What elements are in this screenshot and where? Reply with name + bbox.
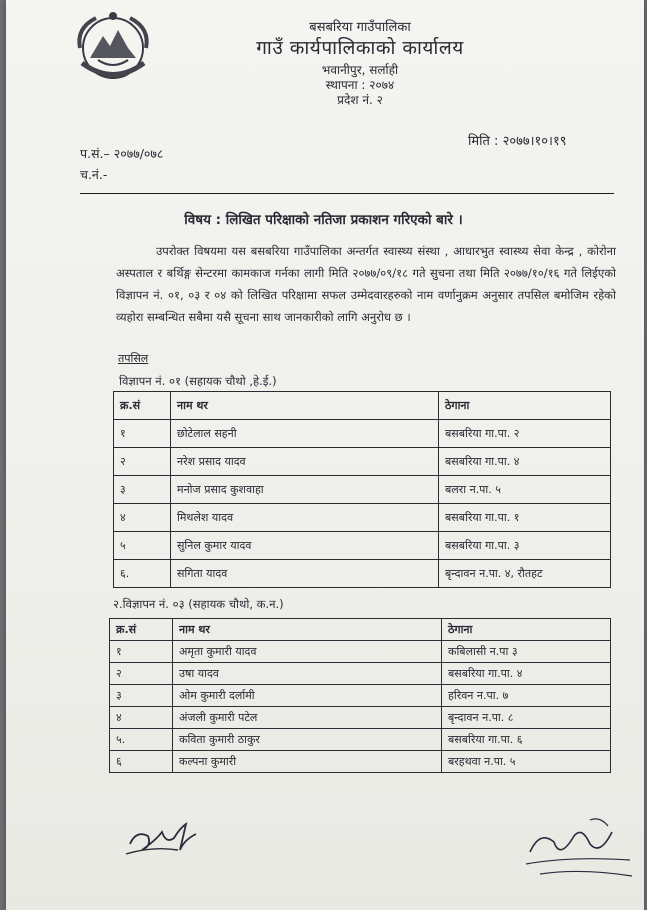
dispatch-number: च.नं.- — [80, 167, 108, 182]
address-cell: बृन्दावन न.पा. ८ — [442, 707, 611, 729]
name-cell: नरेश प्रसाद यादव — [171, 448, 439, 476]
name-cell: ओम कुमारी दर्लामी — [173, 685, 442, 707]
annex-label: तपसिल — [118, 352, 149, 365]
address-cell: कबिलासी न.पा ३ — [442, 641, 611, 663]
table-header-row — [114, 392, 611, 420]
established-year: स्थापना : २०७४ — [325, 78, 395, 92]
address-cell: बसबरिया गा.पा. ४ — [439, 448, 611, 476]
officer-signature-stamp — [520, 812, 640, 892]
serial-cell: ३ — [114, 476, 171, 504]
left-signature — [122, 810, 202, 866]
header-divider — [80, 193, 614, 194]
name-cell: उषा यादव — [173, 663, 442, 685]
name-cell: मिथलेश यादव — [171, 504, 439, 532]
section2-title: २.विज्ञापन नं. ०३ (सहायक चौथो, क.न.) — [113, 597, 284, 611]
nepal-emblem-icon — [68, 8, 158, 88]
table-row — [110, 685, 611, 707]
office-header — [156, 20, 564, 108]
col-name-header: नाम थर — [173, 619, 442, 641]
table-header-row — [110, 619, 611, 641]
name-cell: सगिता यादव — [171, 560, 439, 588]
serial-cell: ३ — [110, 685, 173, 707]
table-row — [110, 707, 611, 729]
table-row — [110, 729, 611, 751]
office-address: भवानीपुर, सर्लाही — [321, 63, 399, 77]
serial-cell: २ — [110, 663, 173, 685]
address-cell: बसबरिया गा.पा. १ — [439, 504, 611, 532]
serial-cell: ४ — [110, 707, 173, 729]
name-cell: कल्पना कुमारी — [173, 751, 442, 773]
results-table-ad01 — [113, 391, 611, 588]
address-cell: बरहथवा न.पा. ५ — [442, 751, 611, 773]
address-cell: हरिवन न.पा. ७ — [442, 685, 611, 707]
address-cell: बलरा न.पा. ५ — [439, 476, 611, 504]
name-cell: अमृता कुमारी यादव — [173, 641, 442, 663]
results-table-ad03 — [109, 618, 611, 773]
serial-cell: ५ — [114, 532, 171, 560]
name-cell: मनोज प्रसाद कुशवाहा — [171, 476, 439, 504]
col-serial-header: क्र.सं — [114, 392, 171, 420]
serial-cell: ६. — [114, 560, 171, 588]
address-cell: बसबरिया गा.पा. ४ — [442, 663, 611, 685]
serial-cell: २ — [114, 448, 171, 476]
serial-cell: १ — [110, 641, 173, 663]
letter-subject: विषय : लिखित परिक्षाको नतिजा प्रकाशन गरिएको बारे । — [184, 212, 463, 228]
table-row — [114, 420, 611, 448]
reference-number: प.सं.– २०७७/०७८ — [80, 146, 164, 161]
name-cell: सुनिल कुमार यादव — [171, 532, 439, 560]
municipality-name: बसबरिया गाउँपालिका — [309, 20, 411, 35]
serial-cell: १ — [114, 420, 171, 448]
serial-cell: ४ — [114, 504, 171, 532]
table-row — [114, 504, 611, 532]
section1-title: विज्ञापन नं. ०१ (सहायक चौथो ,हे.ई.) — [119, 374, 277, 388]
col-address-header: ठेगाना — [439, 392, 611, 420]
address-cell: बसबरिया गा.पा. ६ — [442, 729, 611, 751]
address-cell: बसबरिया गा.पा. २ — [439, 420, 611, 448]
table-row — [114, 448, 611, 476]
serial-cell: ५. — [110, 729, 173, 751]
name-cell: अंजली कुमारी पटेल — [173, 707, 442, 729]
serial-cell: ६ — [110, 751, 173, 773]
letter-body — [116, 240, 616, 328]
table-row — [110, 641, 611, 663]
letter-body-text: उपरोक्त विषयमा यस बसबरिया गाउँपालिका अन्तर्गत स्वास्थ्य संस्था , आधारभुत स्वास्थ्य सेवा केन्द्र , कोरोना अस्पताल र बर्थिङ्ग सेन्टरमा कामकाज गर्नका लागी मिति २०७७/०९/१८ गते सुचना तथा मिति २०७७/१०/१६ गते लिईएको विज्ञापन नं. ०१, ०३ र ०४ को लिखित परिक्षामा सफल उम्मेदवारहरुको नाम वर्णानुक्रम अनुसार तपसिल बमोजिम रहेको व्यहोरा सम्बन्धित सबैमा यसै सूचना साथ जानकारीको लागि अनुरोध छ । — [116, 244, 616, 324]
col-address-header: ठेगाना — [442, 619, 611, 641]
letter-date: मिति : २०७७।१०।१९ — [468, 134, 567, 149]
province-number: प्रदेश नं. २ — [337, 93, 383, 107]
table-row — [114, 476, 611, 504]
table-row — [110, 663, 611, 685]
table-row — [110, 751, 611, 773]
table-row — [114, 532, 611, 560]
col-name-header: नाम थर — [171, 392, 439, 420]
office-name: गाउँ कार्यपालिकाको कार्यालय — [256, 37, 464, 59]
name-cell: छोटेलाल सहनी — [171, 420, 439, 448]
address-cell: बृन्दावन न.पा. ४, रौतहट — [439, 560, 611, 588]
table-row — [114, 560, 611, 588]
col-serial-header: क्र.सं — [110, 619, 173, 641]
name-cell: कविता कुमारी ठाकुर — [173, 729, 442, 751]
address-cell: बसबरिया गा.पा. ३ — [439, 532, 611, 560]
